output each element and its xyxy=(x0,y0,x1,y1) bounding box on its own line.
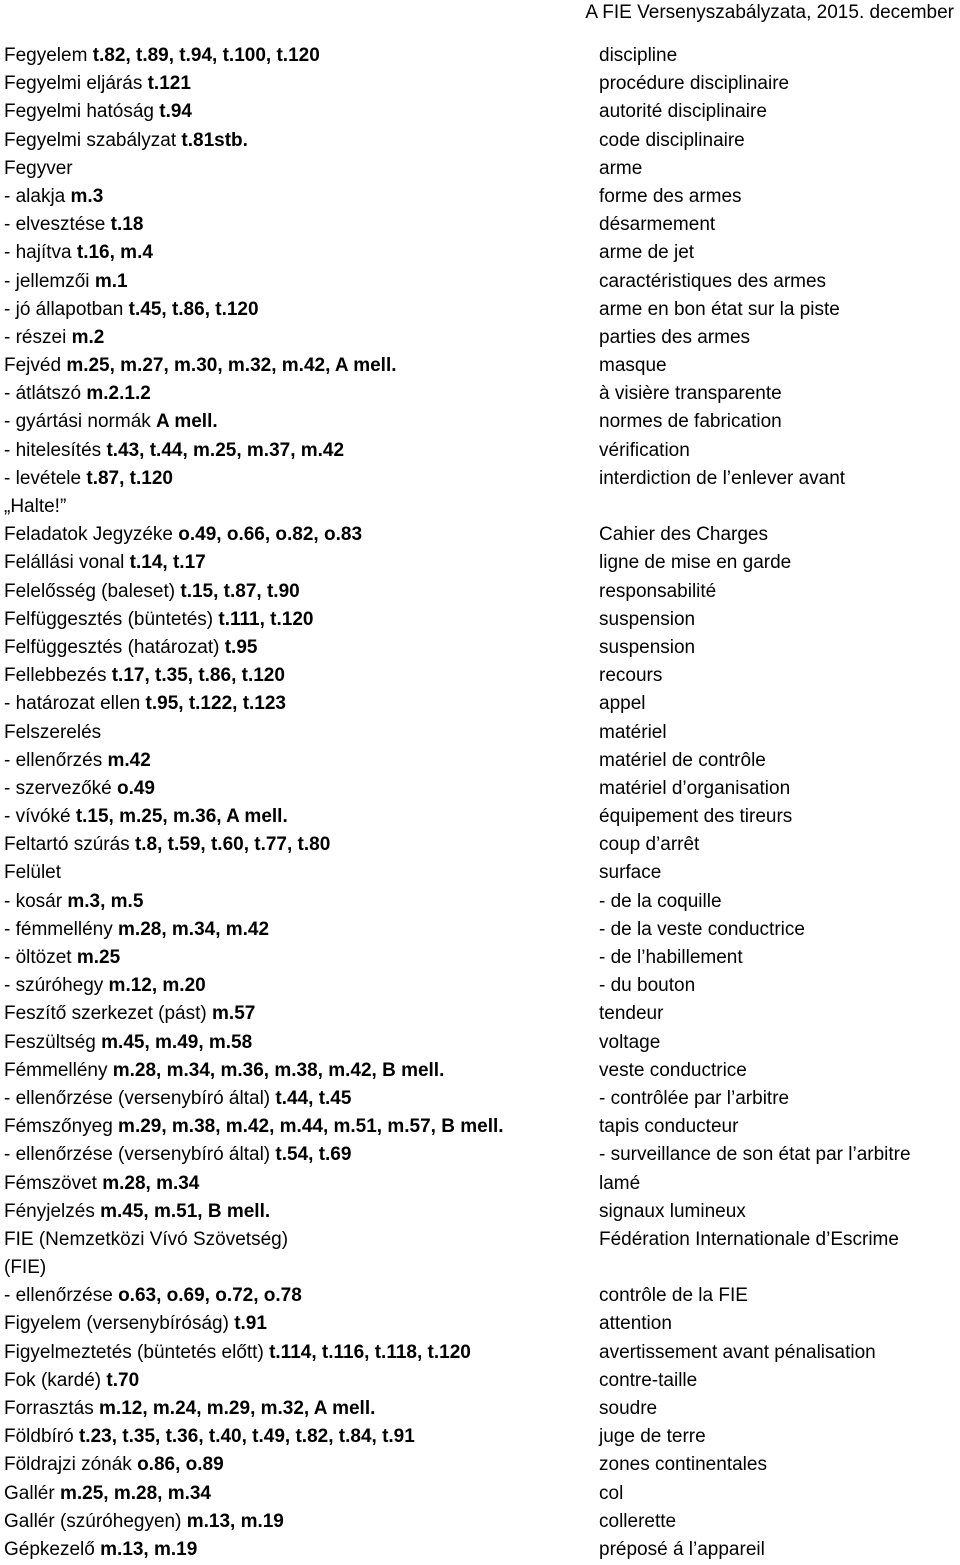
rule-references: t.23, t.35, t.36, t.40, t.49, t.82, t.84, t.91 xyxy=(78,1426,415,1448)
hungarian-term xyxy=(4,183,103,211)
hungarian-term xyxy=(4,775,155,803)
glossary-row xyxy=(0,493,960,521)
french-translation: discipline xyxy=(599,45,678,66)
french-translation: masque xyxy=(599,355,667,377)
french-translation: à visière transparente xyxy=(599,383,782,405)
glossary-row xyxy=(0,1254,960,1282)
hungarian-term xyxy=(4,98,192,126)
term-text: - szervezőké xyxy=(4,777,117,799)
term-text: Feltartó szúrás xyxy=(4,834,135,856)
glossary-row xyxy=(0,380,960,408)
glossary-row xyxy=(0,324,960,352)
hungarian-term xyxy=(4,408,218,436)
hungarian-term xyxy=(4,1000,255,1028)
french-translation: matériel d’organisation xyxy=(599,777,791,799)
term-text: Fejvéd xyxy=(4,355,67,377)
hungarian-term xyxy=(4,803,288,831)
term-text: Fémszőnyeg xyxy=(4,1116,119,1138)
glossary-row xyxy=(0,944,960,972)
term-text: - ellenőrzése (versenybíró által) xyxy=(4,1144,276,1166)
hungarian-term xyxy=(4,70,191,98)
french-translation: lamé xyxy=(599,1172,641,1194)
hungarian-term xyxy=(4,493,66,521)
rule-references: t.95 xyxy=(224,636,258,658)
term-text: Fegyelmi hatóság xyxy=(4,101,160,123)
term-text: FIE (Nemzetközi Vívó Szövetség) xyxy=(4,1228,289,1250)
french-translation: forme des armes xyxy=(599,185,742,207)
term-text: Fegyelmi szabályzat xyxy=(4,129,182,151)
rule-references: t.70 xyxy=(106,1369,140,1391)
hungarian-term xyxy=(4,1113,504,1141)
french-translation: avertissement avant pénalisation xyxy=(599,1341,876,1363)
french-translation: équipement des tireurs xyxy=(599,806,793,828)
french-translation: suspension xyxy=(599,608,696,630)
hungarian-term xyxy=(4,888,143,916)
glossary-row xyxy=(0,1451,960,1479)
term-text: - alakja xyxy=(4,185,71,207)
rule-references: t.87, t.120 xyxy=(86,467,173,489)
term-text: - hajítva xyxy=(4,242,77,264)
hungarian-term xyxy=(4,747,151,775)
term-text: Fok (kardé) xyxy=(4,1369,107,1391)
term-text: Fémszövet xyxy=(4,1172,103,1194)
hungarian-term xyxy=(4,324,104,352)
term-text: - elvesztése xyxy=(4,214,111,236)
term-text: Fényjelzés xyxy=(4,1200,101,1222)
term-text: Felület xyxy=(4,862,62,884)
term-text: Felfüggesztés (határozat) xyxy=(4,636,225,658)
glossary-row xyxy=(0,803,960,831)
glossary-row xyxy=(0,859,960,887)
hungarian-term xyxy=(4,1254,46,1282)
rule-references: m.13, m.19 xyxy=(100,1538,198,1560)
rule-references: m.1 xyxy=(94,270,128,292)
glossary-row xyxy=(0,1226,960,1254)
french-translation: ligne de mise en garde xyxy=(599,552,792,574)
glossary-row xyxy=(0,352,960,380)
term-text: Fegyelem xyxy=(4,45,93,66)
rule-references: m.2 xyxy=(71,326,105,348)
french-translation: caractéristiques des armes xyxy=(599,270,827,292)
rule-references: m.25, m.28, m.34 xyxy=(59,1482,212,1504)
glossary-row xyxy=(0,1508,960,1536)
rule-references: t.121 xyxy=(147,73,191,95)
french-translation: arme en bon état sur la piste xyxy=(599,298,840,320)
hungarian-term xyxy=(4,1170,199,1198)
rule-references: o.49 xyxy=(116,777,156,799)
term-text: - kosár xyxy=(4,890,68,912)
french-translation: responsabilité xyxy=(599,580,717,602)
hungarian-term xyxy=(4,1480,211,1508)
french-translation: appel xyxy=(599,693,646,715)
french-translation: suspension xyxy=(599,636,696,658)
hungarian-term xyxy=(4,972,206,1000)
hungarian-term xyxy=(4,1451,224,1479)
french-translation: désarmement xyxy=(599,214,716,236)
glossary-row xyxy=(0,606,960,634)
rule-references: t.82, t.89, t.94, t.100, t.120 xyxy=(92,45,320,66)
page-header: A FIE Versenyszabályzata, 2015. december xyxy=(585,2,954,23)
glossary-row xyxy=(0,1536,960,1564)
hungarian-term xyxy=(4,521,362,549)
term-text: Felszerelés xyxy=(4,721,102,743)
glossary-row xyxy=(0,719,960,747)
rule-references: m.3, m.5 xyxy=(67,890,144,912)
glossary-row xyxy=(0,1113,960,1141)
glossary-row xyxy=(0,1367,960,1395)
rule-references: t.16, m.4 xyxy=(76,242,153,264)
french-translation: - surveillance de son état par l’arbitre xyxy=(599,1144,911,1166)
french-translation: interdiction de l’enlever avant xyxy=(599,467,846,489)
french-translation: coup d’arrêt xyxy=(599,834,700,856)
term-text: - öltözet xyxy=(4,947,77,968)
rule-references: m.45, m.51, B mell. xyxy=(100,1200,271,1222)
term-text: Fémmellény xyxy=(4,1059,113,1081)
hungarian-term xyxy=(4,380,151,408)
french-translation: voltage xyxy=(599,1031,661,1053)
rule-references: m.2.1.2 xyxy=(86,383,151,405)
french-translation: - contrôlée par l’arbitre xyxy=(599,1087,790,1109)
glossary-row xyxy=(0,42,960,70)
term-text: Fegyelmi eljárás xyxy=(4,73,148,95)
rule-references: t.15, m.25, m.36, A mell. xyxy=(75,806,288,828)
term-text: - vívóké xyxy=(4,806,76,828)
glossary-row xyxy=(0,578,960,606)
glossary-row xyxy=(0,1057,960,1085)
glossary-row xyxy=(0,1198,960,1226)
glossary-row xyxy=(0,465,960,493)
hungarian-term xyxy=(4,1395,375,1423)
french-translation: Fédération Internationale d’Escrime xyxy=(599,1228,899,1250)
french-translation: tapis conducteur xyxy=(599,1116,739,1138)
rule-references: o.49, o.66, o.82, o.83 xyxy=(178,524,363,546)
rule-references: m.28, m.34, m.42 xyxy=(118,918,270,940)
glossary-row xyxy=(0,239,960,267)
french-translation: normes de fabrication xyxy=(599,411,782,433)
glossary-row xyxy=(0,662,960,690)
hungarian-term xyxy=(4,634,257,662)
glossary-list xyxy=(0,42,960,1564)
glossary-row xyxy=(0,634,960,662)
glossary-row xyxy=(0,1141,960,1169)
glossary-row xyxy=(0,296,960,324)
term-text: Gallér xyxy=(4,1482,60,1504)
french-translation: procédure disciplinaire xyxy=(599,73,790,95)
hungarian-term xyxy=(4,437,344,465)
term-text: „Halte!” xyxy=(4,496,67,517)
hungarian-term xyxy=(4,1226,288,1254)
glossary-row xyxy=(0,831,960,859)
glossary-row xyxy=(0,155,960,183)
rule-references: t.17, t.35, t.86, t.120 xyxy=(111,665,285,687)
hungarian-term xyxy=(4,42,320,70)
french-translation: tendeur xyxy=(599,1003,664,1025)
rule-references: t.81stb. xyxy=(181,129,248,151)
rule-references: t.54, t.69 xyxy=(275,1144,352,1166)
french-translation: col xyxy=(599,1482,624,1504)
glossary-row xyxy=(0,1029,960,1057)
rule-references: m.29, m.38, m.42, m.44, m.51, m.57, B mell. xyxy=(118,1116,504,1138)
rule-references: t.8, t.59, t.60, t.77, t.80 xyxy=(134,834,331,856)
term-text: Felelősség (baleset) xyxy=(4,580,181,602)
glossary-row xyxy=(0,1085,960,1113)
hungarian-term xyxy=(4,1339,471,1367)
rule-references: t.44, t.45 xyxy=(275,1087,352,1109)
rule-references: m.25, m.27, m.30, m.32, m.42, A mell. xyxy=(66,355,397,377)
french-translation: collerette xyxy=(599,1510,677,1532)
term-text: - levétele xyxy=(4,467,87,489)
glossary-row xyxy=(0,183,960,211)
french-translation: préposé á l’appareil xyxy=(599,1538,765,1560)
rule-references: t.91 xyxy=(234,1313,267,1335)
glossary-row xyxy=(0,690,960,718)
french-translation: veste conductrice xyxy=(599,1059,747,1081)
hungarian-term xyxy=(4,465,173,493)
hungarian-term xyxy=(4,1282,302,1310)
french-translation: soudre xyxy=(599,1398,658,1419)
french-translation: parties des armes xyxy=(599,326,751,348)
hungarian-term xyxy=(4,606,313,634)
french-translation: vérification xyxy=(599,439,690,461)
term-text: - jó állapotban xyxy=(4,298,129,320)
french-translation: Cahier des Charges xyxy=(599,524,768,546)
hungarian-term xyxy=(4,719,101,747)
glossary-row xyxy=(0,1000,960,1028)
hungarian-term xyxy=(4,1029,252,1057)
term-text: - jellemzői xyxy=(4,270,95,292)
hungarian-term xyxy=(4,268,128,296)
hungarian-term xyxy=(4,1085,351,1113)
glossary-row xyxy=(0,127,960,155)
rule-references: t.114, t.116, t.118, t.120 xyxy=(269,1341,471,1363)
term-text: - ellenőrzés xyxy=(4,749,108,771)
french-translation: signaux lumineux xyxy=(599,1200,746,1222)
hungarian-term xyxy=(4,1141,351,1169)
rule-references: m.25 xyxy=(76,947,121,968)
term-text: Fegyver xyxy=(4,157,73,179)
glossary-row xyxy=(0,521,960,549)
rule-references: t.111, t.120 xyxy=(218,608,314,630)
glossary-row xyxy=(0,1423,960,1451)
term-text: - ellenőrzése (versenybíró által) xyxy=(4,1087,276,1109)
glossary-row xyxy=(0,408,960,436)
term-text: Fellebbezés xyxy=(4,665,112,687)
hungarian-term xyxy=(4,690,286,718)
term-text: Felállási vonal xyxy=(4,552,130,574)
term-text: - hitelesítés xyxy=(4,439,107,461)
term-text: Feszültség xyxy=(4,1031,102,1053)
term-text: (FIE) xyxy=(4,1257,47,1279)
rule-references: m.57 xyxy=(212,1003,256,1025)
french-translation: contrôle de la FIE xyxy=(599,1285,748,1307)
french-translation: matériel de contrôle xyxy=(599,749,766,771)
glossary-row xyxy=(0,747,960,775)
hungarian-term xyxy=(4,859,61,887)
hungarian-term xyxy=(4,1367,139,1395)
french-translation: - du bouton xyxy=(599,975,696,997)
french-translation: recours xyxy=(599,665,663,687)
hungarian-term xyxy=(4,831,330,859)
hungarian-term xyxy=(4,1310,267,1338)
rule-references: m.42 xyxy=(107,749,151,771)
term-text: - részei xyxy=(4,326,72,348)
hungarian-term xyxy=(4,578,300,606)
french-translation: attention xyxy=(599,1313,672,1335)
glossary-row xyxy=(0,437,960,465)
hungarian-term xyxy=(4,1057,444,1085)
french-translation: matériel xyxy=(599,721,667,743)
glossary-row xyxy=(0,775,960,803)
term-text: - ellenőrzése xyxy=(4,1285,119,1307)
rule-references: o.63, o.69, o.72, o.78 xyxy=(118,1285,302,1307)
hungarian-term xyxy=(4,1508,284,1536)
rule-references: m.12, m.20 xyxy=(108,975,206,997)
rule-references: t.95, t.122, t.123 xyxy=(145,693,286,715)
hungarian-term xyxy=(4,239,153,267)
term-text: Forrasztás xyxy=(4,1398,100,1419)
rule-references: o.86, o.89 xyxy=(137,1454,224,1476)
term-text: Gépkezelő xyxy=(4,1538,101,1560)
french-translation: arme de jet xyxy=(599,242,695,264)
rule-references: m.13, m.19 xyxy=(186,1510,284,1532)
hungarian-term xyxy=(4,662,285,690)
french-translation: arme xyxy=(599,157,643,179)
term-text: Gallér (szúróhegyen) xyxy=(4,1510,187,1532)
term-text: - fémmellény xyxy=(4,918,119,940)
term-text: - határozat ellen xyxy=(4,693,146,715)
term-text: Felfüggesztés (büntetés) xyxy=(4,608,219,630)
term-text: - átlátszó xyxy=(4,383,87,405)
term-text: Feszítő szerkezet (pást) xyxy=(4,1003,213,1025)
rule-references: m.28, m.34, m.36, m.38, m.42, B mell. xyxy=(112,1059,445,1081)
glossary-row xyxy=(0,1282,960,1310)
term-text: - gyártási normák xyxy=(4,411,157,433)
french-translation: - de la veste conductrice xyxy=(599,918,805,940)
glossary-row xyxy=(0,1310,960,1338)
term-text: Földbíró xyxy=(4,1426,79,1448)
term-text: Feladatok Jegyzéke xyxy=(4,524,179,546)
term-text: Figyelem (versenybíróság) xyxy=(4,1313,235,1335)
glossary-row xyxy=(0,70,960,98)
rule-references: m.3 xyxy=(70,185,104,207)
rule-references: m.28, m.34 xyxy=(102,1172,200,1194)
french-translation: surface xyxy=(599,862,662,884)
rule-references: t.94 xyxy=(159,101,192,123)
french-translation: zones continentales xyxy=(599,1454,767,1476)
french-translation: juge de terre xyxy=(599,1426,706,1448)
hungarian-term xyxy=(4,211,143,239)
glossary-row xyxy=(0,1339,960,1367)
hungarian-term xyxy=(4,1198,270,1226)
hungarian-term xyxy=(4,1536,197,1564)
rule-references: m.12, m.24, m.29, m.32, A mell. xyxy=(99,1398,376,1419)
term-text: - szúróhegy xyxy=(4,975,109,997)
rule-references: A mell. xyxy=(156,411,218,433)
term-text: Földrajzi zónák xyxy=(4,1454,138,1476)
glossary-row xyxy=(0,268,960,296)
french-translation: code disciplinaire xyxy=(599,129,745,151)
rule-references: t.15, t.87, t.90 xyxy=(180,580,300,602)
hungarian-term xyxy=(4,296,259,324)
glossary-row xyxy=(0,211,960,239)
rule-references: t.45, t.86, t.120 xyxy=(128,298,259,320)
rule-references: t.14, t.17 xyxy=(129,552,206,574)
rule-references: m.45, m.49, m.58 xyxy=(101,1031,253,1053)
french-translation: autorité disciplinaire xyxy=(599,101,767,123)
term-text: Figyelmeztetés (büntetés előtt) xyxy=(4,1341,270,1363)
rule-references: t.18 xyxy=(110,214,144,236)
hungarian-term xyxy=(4,352,397,380)
glossary-row xyxy=(0,1170,960,1198)
glossary-row xyxy=(0,888,960,916)
glossary-row xyxy=(0,916,960,944)
hungarian-term xyxy=(4,944,120,972)
glossary-row xyxy=(0,1395,960,1423)
hungarian-term xyxy=(4,549,206,577)
glossary-row xyxy=(0,1480,960,1508)
glossary-row xyxy=(0,972,960,1000)
hungarian-term xyxy=(4,127,248,155)
hungarian-term xyxy=(4,155,73,183)
hungarian-term xyxy=(4,1423,415,1451)
french-translation: - de l’habillement xyxy=(599,947,743,968)
glossary-row xyxy=(0,98,960,126)
french-translation: contre-taille xyxy=(599,1369,698,1391)
glossary-row xyxy=(0,549,960,577)
french-translation: - de la coquille xyxy=(599,890,722,912)
rule-references: t.43, t.44, m.25, m.37, m.42 xyxy=(106,439,345,461)
hungarian-term xyxy=(4,916,269,944)
